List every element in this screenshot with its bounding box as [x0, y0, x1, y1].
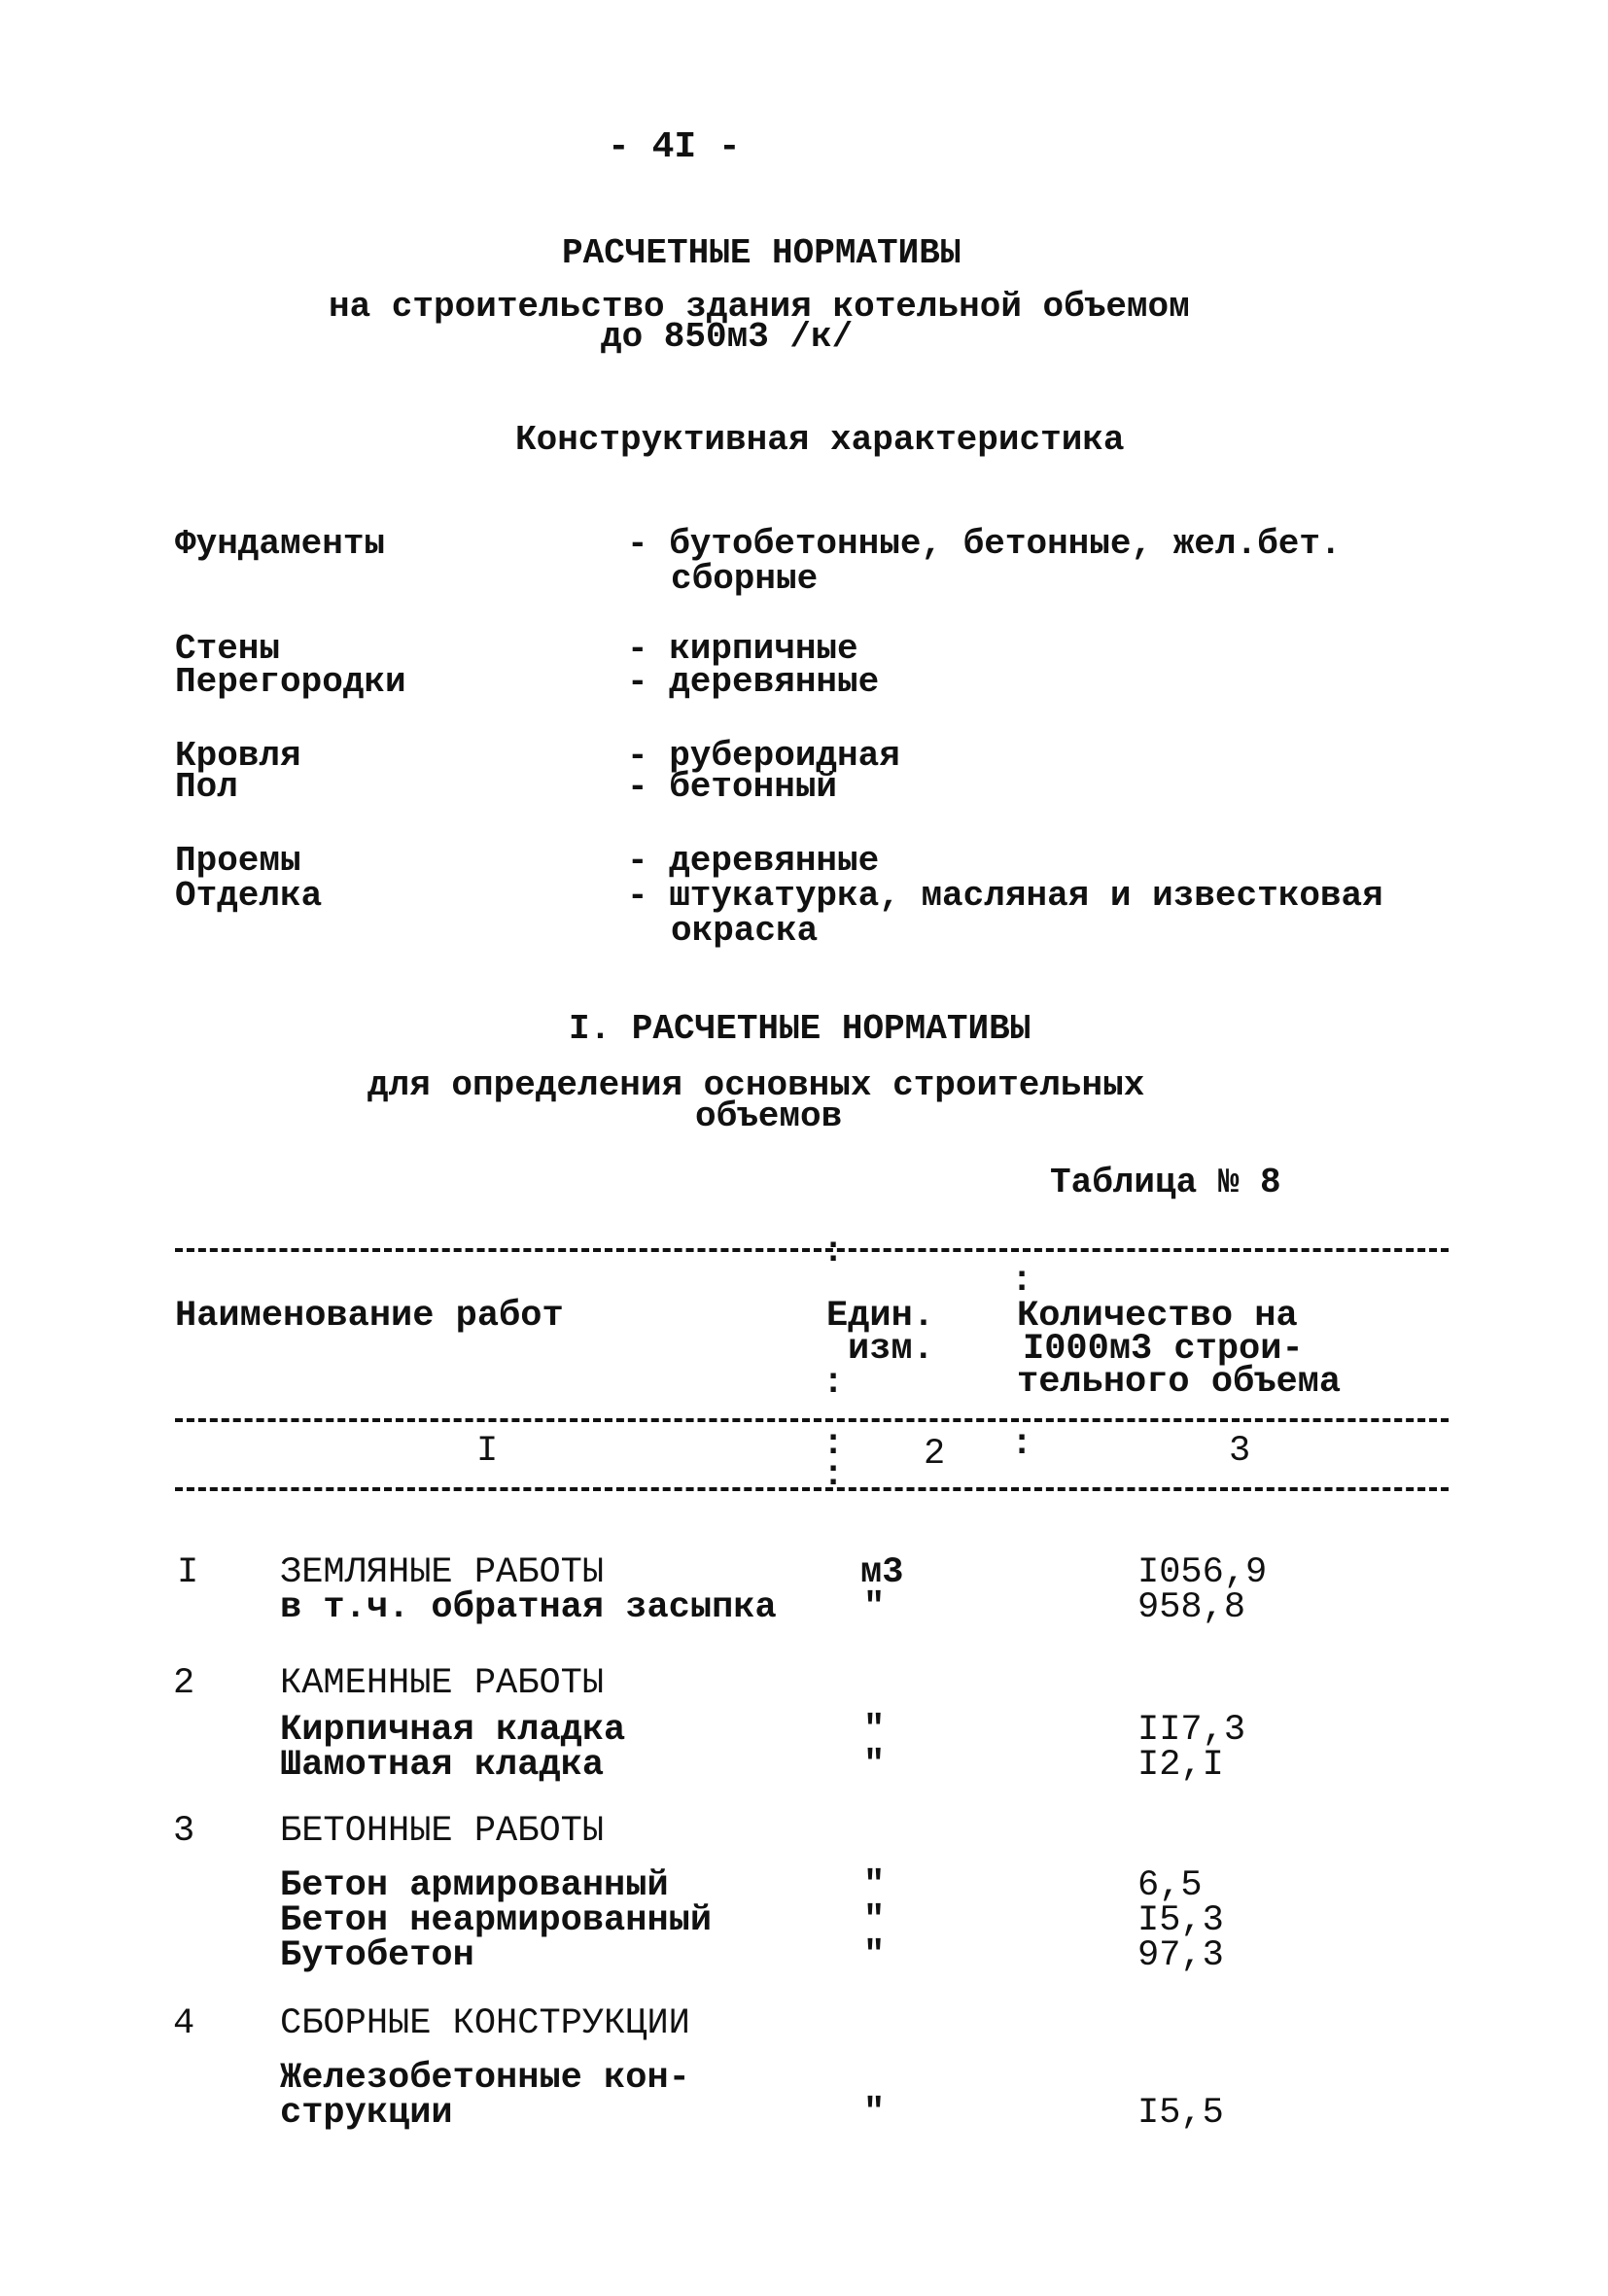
row-name-continued: струкции — [280, 2093, 453, 2134]
construction-value-partitions: - деревянные — [627, 662, 880, 702]
row-unit: " — [863, 1587, 886, 1628]
header-work-name: Наименование работ — [175, 1296, 564, 1337]
row-unit: " — [863, 1710, 886, 1751]
construction-name-roof: Кровля — [175, 736, 301, 776]
group-number: I — [177, 1552, 199, 1593]
construction-value-foundations: - бутобетонные, бетонные, жел.бет. — [627, 524, 1342, 564]
group-number: 4 — [173, 2003, 195, 2044]
row-value: 958,8 — [1137, 1587, 1246, 1628]
construction-value-finishing: - штукатурка, масляная и известковая — [627, 876, 1383, 916]
row-name: Железобетонные кон- — [280, 2058, 690, 2099]
header-quantity-2: I000м3 строи- — [1023, 1329, 1304, 1370]
group-title: КАМЕННЫЕ РАБОТЫ — [280, 1663, 605, 1704]
row-value: 97,3 — [1137, 1935, 1224, 1976]
row-value: II7,3 — [1137, 1710, 1246, 1751]
row-unit: " — [863, 1900, 886, 1941]
group-title-value: I056,9 — [1137, 1552, 1268, 1593]
construction-value-foundations-2: сборные — [671, 559, 819, 599]
header-quantity-3: тельного объема — [1017, 1362, 1342, 1403]
col-separator: : — [822, 1363, 845, 1404]
title-line-2: на строительство здания котельной объемом — [329, 287, 1190, 327]
table-header-rule — [175, 1418, 1449, 1422]
row-name: Кирпичная кладка — [280, 1710, 626, 1751]
section-line-2: для определения основных строительных — [367, 1065, 1145, 1105]
section-line-1: I. РАСЧЕТНЫЕ НОРМАТИВЫ — [569, 1009, 1031, 1049]
table-top-rule — [175, 1248, 1449, 1252]
row-value: I5,3 — [1137, 1900, 1224, 1941]
title-line-3: до 850м3 /к/ — [601, 317, 854, 357]
row-value: I2,I — [1137, 1745, 1224, 1786]
row-name: Шамотная кладка — [280, 1745, 605, 1786]
col-separator: : — [822, 1232, 845, 1272]
construction-value-openings: - деревянные — [627, 841, 880, 881]
row-name: в т.ч. обратная засыпка — [280, 1587, 777, 1628]
col-separator: : — [1011, 1424, 1033, 1465]
construction-heading: Конструктивная характеристика — [515, 420, 1125, 460]
col-separator: : — [822, 1424, 845, 1465]
group-title: ЗЕМЛЯНЫЕ РАБОТЫ — [280, 1552, 605, 1593]
construction-name-partitions: Перегородки — [175, 662, 406, 702]
row-unit: " — [863, 1935, 886, 1976]
group-title: БЕТОННЫЕ РАБОТЫ — [280, 1811, 605, 1852]
col-separator: : — [1011, 1261, 1033, 1302]
page-number: - 4I - — [608, 126, 741, 168]
title-line-1: РАСЧЕТНЫЕ НОРМАТИВЫ — [562, 233, 961, 273]
row-name: Бетон неармированный — [280, 1900, 713, 1941]
row-name: Бетон армированный — [280, 1865, 669, 1906]
header-unit-2: изм. — [848, 1329, 934, 1370]
row-unit: " — [863, 1745, 886, 1786]
table-label: Таблица № 8 — [1050, 1163, 1281, 1202]
group-number: 2 — [173, 1663, 195, 1704]
row-unit: " — [863, 2093, 886, 2134]
group-title: СБОРНЫЕ КОНСТРУКЦИИ — [280, 2003, 690, 2044]
row-value: 6,5 — [1137, 1865, 1203, 1906]
row-unit: " — [863, 1865, 886, 1906]
construction-value-roof: - рубероидная — [627, 736, 900, 776]
row-name: Бутобетон — [280, 1935, 474, 1976]
construction-value-walls: - кирпичные — [627, 629, 858, 669]
construction-name-openings: Проемы — [175, 841, 301, 881]
group-number: 3 — [173, 1811, 195, 1852]
header-unit-1: Един. — [826, 1296, 935, 1337]
construction-name-walls: Стены — [175, 629, 281, 669]
construction-name-finishing: Отделка — [175, 876, 323, 916]
construction-value-floor: - бетонный — [627, 767, 838, 807]
col-separator: : — [822, 1455, 845, 1496]
table-numbers-rule — [175, 1487, 1449, 1491]
section-line-3: объемов — [695, 1096, 843, 1136]
row-value: I5,5 — [1137, 2093, 1224, 2134]
col-number-3: 3 — [1229, 1431, 1251, 1472]
construction-name-floor: Пол — [175, 767, 238, 807]
col-number-1: I — [476, 1431, 499, 1472]
construction-name-foundations: Фундаменты — [175, 524, 386, 564]
group-title-unit: м3 — [860, 1552, 904, 1593]
header-quantity-1: Количество на — [1017, 1296, 1298, 1337]
col-number-2: 2 — [924, 1434, 946, 1475]
construction-value-finishing-2: окраска — [671, 911, 819, 951]
